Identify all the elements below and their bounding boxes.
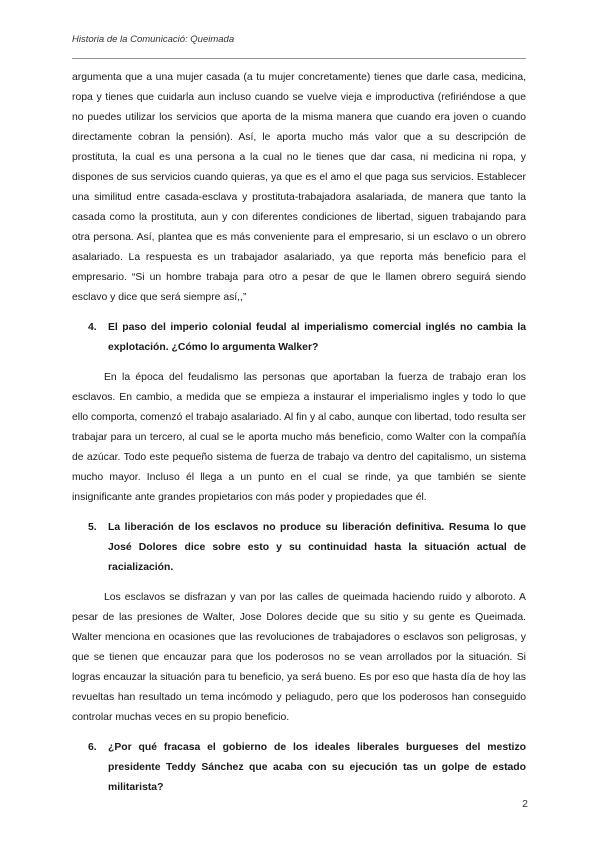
question-5 xyxy=(72,518,526,578)
question-number: 6. xyxy=(88,742,97,753)
question-4 xyxy=(72,318,526,358)
answer-5-paragraph: Los esclavos se disfrazan y van por las calles de queimada haciendo ruido y alboroto. A pesar de las presiones de Walter, Jose Dolores decide que su sitio y su gente es Queimada. Walter menciona en ocasiones que las revoluciones de trabajadores o esclavos son peligrosas, y que se tienen que encauzar para que los poderosos no se vean arrollados por la situación. Si logras encauzar la situación para tu beneficio, ya será bueno. Es por eso que hasta día de hoy las revueltas han resultado un tema incómodo y peliagudo, pero que los poderosos han conseguido controlar muchas veces en su propio beneficio. xyxy=(72,592,526,723)
answer-4-paragraph: En la época del feudalismo las personas que aportaban la fuerza de trabajo eran los esclavos. En cambio, a medida que se empieza a instaurar el imperialismo ingles y todo lo que ello comporta, comenzó el trabajo asalariado. Al fin y al cabo, aunque con libertad, todo resulta ser trabajar para un tercero, al cual se le aporta mucho más beneficio, como Walter con la compañía de azúcar. Todo este pequeño sistema de fuerza de trabajo va dentro del capitalismo, un sistema mucho mayor. Incluso él llega a un punto en el cual se rinde, ya que también se siente insignificante ante grandes propietarios con más poder y propiedades que él. xyxy=(72,372,526,503)
question-text: La liberación de los esclavos no produce su liberación definitiva. Resuma lo que José Dolores dice sobre esto y su continuidad hasta la situación actual de racialización. xyxy=(108,522,526,573)
question-6 xyxy=(72,738,526,798)
page-header: Historia de la Comunicació: Queimada xyxy=(72,34,235,45)
document-body xyxy=(72,68,526,808)
question-number: 5. xyxy=(88,522,97,533)
question-text: ¿Por qué fracasa el gobierno de los ideales liberales burgueses del mestizo presidente Teddy Sánchez que acaba con su ejecución tas un golpe de estado militarista? xyxy=(108,742,526,793)
header-divider xyxy=(72,58,526,59)
question-number: 4. xyxy=(88,322,97,333)
paragraph-continuation: argumenta que a una mujer casada (a tu mujer concretamente) tienes que darle casa, medicina, ropa y tienes que cuidarla aun incluso cuando se vuelve vieja e improductiva (refiriéndose a que no puedes utilizar los servicios que aporta de la misma manera que cuando era joven o cuando directamente cobran la pensión). Así, le aporta mucho más valor que a su descripción de prostituta, la cual es una persona a la cual no le tienes que dar casa, ni medicina ni ropa, y dispones de sus servicios cuando quieras, ya que es el amo el que paga sus servicios. Establecer una similitud entre casada-esclava y prostituta-trabajadora asalariada, de manera que tanto la casada como la prostituta, aun y con diferentes condiciones de libertad, siguen trabajando para otra persona. Así, plantea que es más conveniente para el empresario, si un esclavo o un obrero asalariado. La respuesta es un trabajador asalariado, ya que reporta más beneficio para el empresario. “Si un hombre trabaja para otro a pesar de que le llamen obrero seguirá siendo esclavo y dice que será siempre así,,” xyxy=(72,72,526,303)
page-number: 2 xyxy=(522,798,528,810)
question-text: El paso del imperio colonial feudal al imperialismo comercial inglés no cambia la explotación. ¿Cómo lo argumenta Walker? xyxy=(108,322,526,353)
